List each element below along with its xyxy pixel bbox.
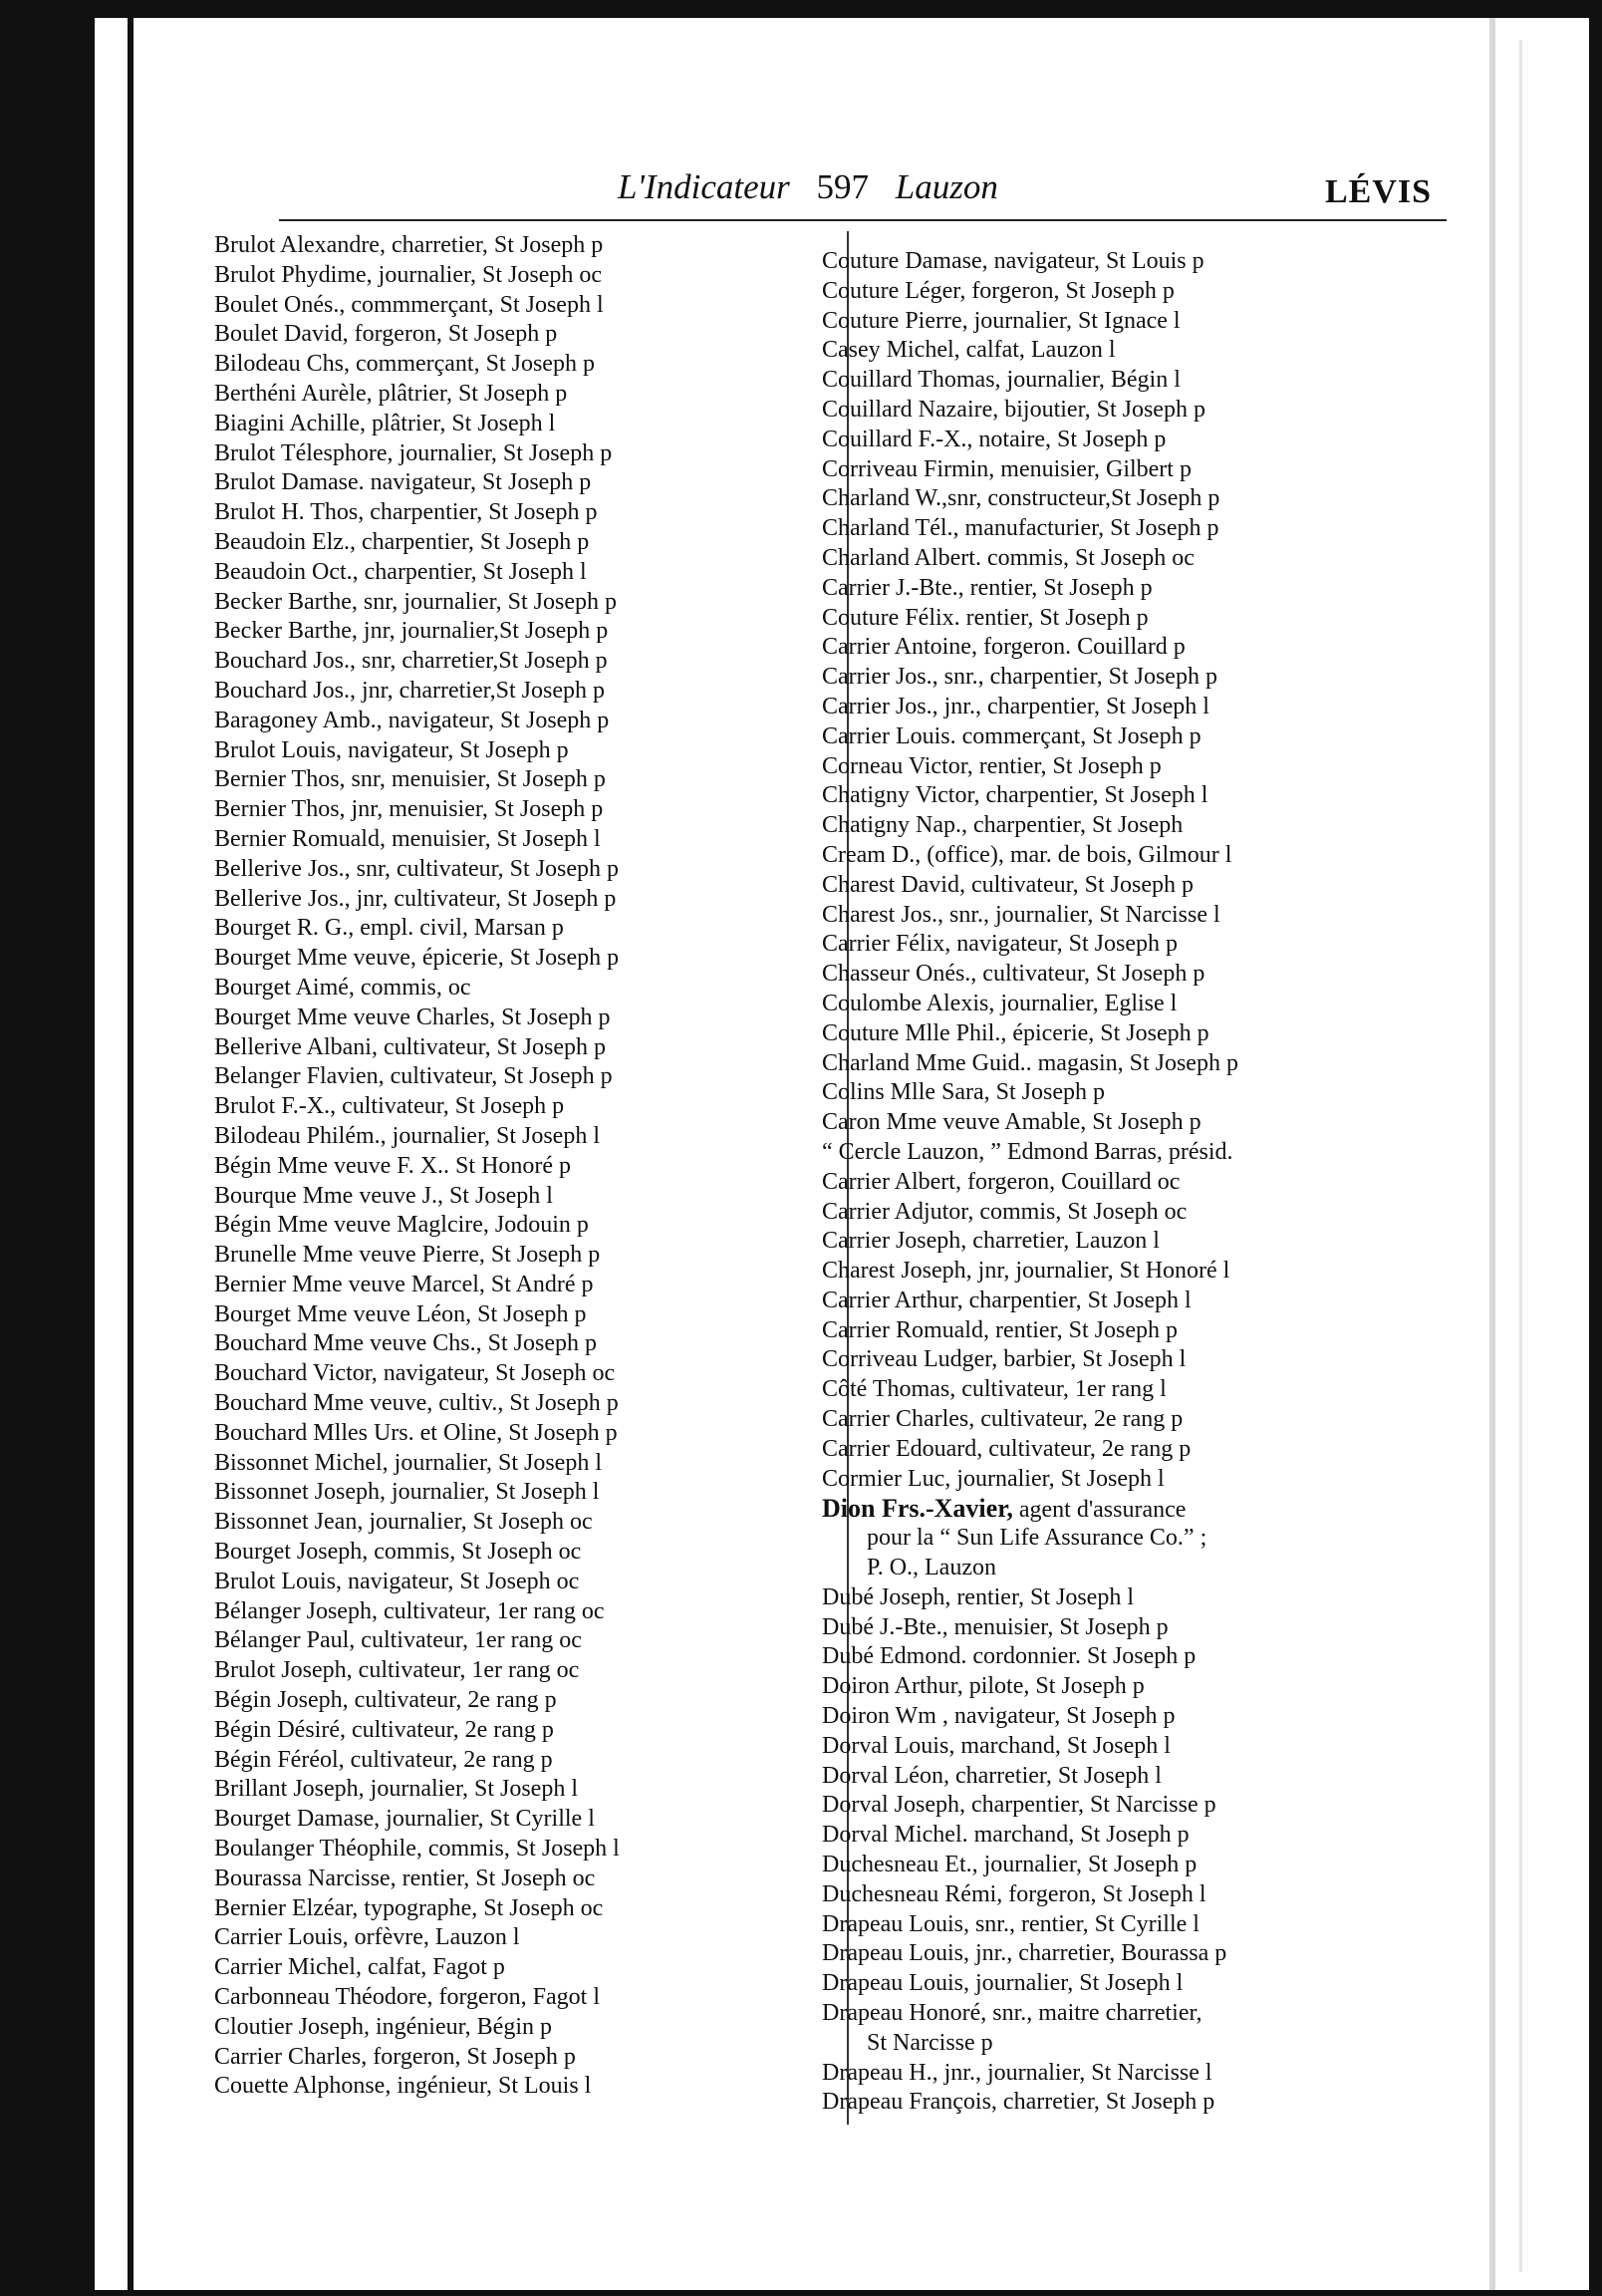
directory-entry	[822, 247, 1420, 277]
directory-entry	[822, 396, 1420, 426]
entry-text: Couture Mlle Phil., épicerie, St Joseph p	[822, 1019, 1209, 1046]
directory-entry	[214, 1775, 842, 1805]
directory-entry	[214, 974, 842, 1004]
directory-entry	[214, 2013, 842, 2043]
directory-entry	[214, 1805, 842, 1835]
entry-text: Chatigny Nap., charpentier, St Joseph	[822, 812, 1184, 839]
directory-entry	[822, 811, 1420, 841]
directory-entry	[214, 1983, 842, 2013]
directory-entry	[822, 1939, 1420, 1969]
entry-text: Bilodeau Chs, commerçant, St Joseph p	[214, 351, 595, 378]
directory-entry	[214, 1271, 842, 1300]
entry-text: Dorval Michel. marchand, St Joseph p	[822, 1822, 1190, 1849]
entry-text: Couture Pierre, journalier, St Ignace l	[822, 307, 1181, 334]
page-edge	[1489, 18, 1495, 2290]
directory-entry	[822, 871, 1420, 901]
entry-text: Dubé Edmond. cordonnier. St Joseph p	[822, 1643, 1197, 1670]
directory-entry	[214, 410, 842, 439]
entry-text: Dorval Joseph, charpentier, St Narcisse p	[822, 1792, 1216, 1819]
directory-entry	[214, 677, 842, 707]
entry-text: Bissonnet Michel, journalier, St Joseph l	[214, 1449, 603, 1476]
entry-text: Brulot Damase. navigateur, St Joseph p	[214, 469, 592, 496]
entry-text: Corriveau Firmin, menuisier, Gilbert p	[822, 455, 1192, 482]
directory-entry	[822, 1910, 1420, 1940]
directory-entry	[214, 439, 842, 469]
entry-text: Charland W.,snr, constructeur,St Joseph p	[822, 485, 1220, 512]
directory-entry	[214, 1033, 842, 1063]
directory-entry	[822, 1494, 1420, 1524]
entry-text: Bégin Mme veuve Maglcire, Jodouin p	[214, 1212, 589, 1239]
directory-entry	[822, 1257, 1420, 1287]
entry-text: Cloutier Joseph, ingénieur, Bégin p	[214, 2013, 552, 2040]
entry-text: P. O., Lauzon	[867, 1555, 996, 1581]
directory-entry	[214, 765, 842, 795]
entry-text: Couture Félix. rentier, St Joseph p	[822, 604, 1149, 631]
directory-entry	[214, 736, 842, 766]
directory-entry	[822, 1583, 1420, 1613]
directory-entry	[822, 901, 1420, 931]
entry-text: Baragoney Amb., navigateur, St Joseph p	[214, 707, 610, 733]
directory-entry	[822, 1375, 1420, 1405]
entry-text: Bernier Thos, snr, menuisier, St Joseph p	[214, 766, 606, 793]
directory-entry	[822, 693, 1420, 722]
entry-text: Duchesneau Rémi, forgeron, St Joseph l	[822, 1880, 1206, 1907]
entry-text: Bourget Mme veuve Charles, St Joseph p	[214, 1004, 611, 1030]
entry-text: Carrier Arthur, charpentier, St Joseph l	[822, 1287, 1192, 1313]
directory-entry	[822, 990, 1420, 1019]
entry-text: Boulet Onés., commmerçant, St Joseph l	[214, 291, 604, 318]
directory-entry	[214, 320, 842, 350]
directory-entry	[214, 1004, 842, 1033]
directory-entry	[214, 1211, 842, 1241]
directory-entry	[214, 1746, 842, 1776]
entry-text: Carrier Joseph, charretier, Lauzon l	[822, 1228, 1160, 1255]
directory-entry	[214, 2043, 842, 2073]
entry-text: Cormier Luc, journalier, St Joseph l	[822, 1465, 1165, 1492]
entry-text: Couture Léger, forgeron, St Joseph p	[822, 277, 1175, 304]
entry-text: Bissonnet Jean, journalier, St Joseph oc	[214, 1509, 593, 1536]
entry-text: Carrier Romuald, rentier, St Joseph p	[822, 1316, 1178, 1343]
directory-entry	[822, 841, 1420, 871]
directory-column-right	[822, 247, 1420, 2118]
entry-text: Charland Albert. commis, St Joseph oc	[822, 544, 1195, 571]
directory-entry	[214, 885, 842, 915]
entry-text: Bouchard Mme veuve, cultiv., St Joseph p	[214, 1390, 619, 1417]
entry-text: Carrier Félix, navigateur, St Joseph p	[822, 931, 1178, 958]
directory-entry	[822, 277, 1420, 307]
directory-entry	[822, 1227, 1420, 1257]
directory-entry	[214, 1092, 842, 1122]
entry-text: St Narcisse p	[867, 2029, 993, 2056]
directory-entry	[822, 1791, 1420, 1821]
directory-entry	[214, 1062, 842, 1092]
directory-entry	[822, 426, 1420, 455]
directory-entry	[214, 1597, 842, 1627]
entry-text: Couillard Thomas, journalier, Bégin l	[822, 367, 1181, 394]
entry-text: Brunelle Mme veuve Pierre, St Joseph p	[214, 1242, 601, 1269]
directory-entry	[214, 1241, 842, 1271]
directory-entry	[214, 795, 842, 825]
entry-text: Bourget Aimé, commis, oc	[214, 974, 471, 1001]
directory-entry	[214, 1182, 842, 1212]
entry-text: Brulot F.-X., cultivateur, St Joseph p	[214, 1093, 565, 1120]
entry-text: Doiron Arthur, pilote, St Joseph p	[822, 1673, 1145, 1700]
running-head	[618, 167, 998, 207]
entry-text: “ Cercle Lauzon, ” Edmond Barras, présid.	[822, 1138, 1233, 1165]
entry-text: Charest David, cultivateur, St Joseph p	[822, 871, 1194, 898]
directory-entry	[822, 1999, 1420, 2029]
directory-entry	[822, 2059, 1420, 2089]
entry-text: Carrier Charles, forgeron, St Joseph p	[214, 2043, 576, 2070]
directory-entry	[822, 1762, 1420, 1792]
entry-text: Bernier Romuald, menuisier, St Joseph l	[214, 825, 601, 852]
entry-text: Carrier Jos., jnr., charpentier, St Joseph l	[822, 693, 1209, 719]
directory-entry	[822, 1435, 1420, 1465]
entry-text: Bourget Mme veuve Léon, St Joseph p	[214, 1300, 587, 1327]
directory-entry	[214, 1656, 842, 1686]
running-title-right: Lauzon	[895, 167, 998, 206]
directory-entry	[822, 604, 1420, 634]
directory-entry	[214, 647, 842, 677]
directory-entry	[822, 1969, 1420, 1999]
entry-text: Charest Joseph, jnr, journalier, St Honoré l	[822, 1258, 1230, 1285]
directory-entry	[822, 1138, 1420, 1168]
entry-text: Coulombe Alexis, journalier, Eglise l	[822, 990, 1178, 1016]
entry-text: Cream D., (office), mar. de bois, Gilmour l	[822, 841, 1232, 868]
directory-entry	[822, 1732, 1420, 1762]
entry-text: Drapeau Honoré, snr., maitre charretier,	[822, 2000, 1202, 2027]
entry-text: Bouchard Jos., snr, charretier,St Joseph p	[214, 648, 608, 675]
entry-text: Couture Damase, navigateur, St Louis p	[822, 248, 1204, 274]
entry-text: Carrier Louis, orfèvre, Lauzon l	[214, 1924, 520, 1951]
entry-text: Bourassa Narcisse, rentier, St Joseph oc	[214, 1865, 596, 1891]
entry-text: Drapeau Louis, jnr., charretier, Bourassa p	[822, 1940, 1227, 1967]
directory-entry	[214, 468, 842, 498]
entry-text: Beaudoin Oct., charpentier, St Joseph l	[214, 558, 587, 585]
directory-entry	[822, 1019, 1420, 1049]
entry-name-bold: Dion Frs.-Xavier,	[822, 1494, 1013, 1524]
section-heading: LÉVIS	[1325, 173, 1433, 210]
header-rule	[279, 219, 1447, 221]
directory-entry	[822, 960, 1420, 990]
directory-entry	[214, 1419, 842, 1449]
entry-text: Brulot Alexandre, charretier, St Joseph p	[214, 232, 604, 258]
directory-entry	[822, 307, 1420, 337]
directory-entry	[214, 2072, 842, 2102]
entry-text: Beaudoin Elz., charpentier, St Joseph p	[214, 528, 590, 555]
entry-text: Drapeau Louis, journalier, St Joseph l	[822, 1970, 1184, 1997]
entry-text: Corriveau Ludger, barbier, St Joseph l	[822, 1346, 1187, 1373]
directory-entry	[822, 544, 1420, 574]
directory-entry	[822, 455, 1420, 485]
entry-text: Carrier Adjutor, commis, St Joseph oc	[822, 1198, 1188, 1225]
entry-text: Drapeau H., jnr., journalier, St Narcisse l	[822, 2059, 1212, 2086]
entry-text: Bellerive Jos., jnr, cultivateur, St Joseph p	[214, 885, 617, 912]
directory-entry	[214, 914, 842, 944]
directory-entry	[214, 588, 842, 618]
directory-entry	[214, 528, 842, 558]
entry-text: Bégin Mme veuve F. X.. St Honoré p	[214, 1152, 572, 1179]
directory-entry	[822, 1554, 1420, 1583]
directory-entry	[822, 1316, 1420, 1346]
entry-text: Côté Thomas, cultivateur, 1er rang l	[822, 1376, 1167, 1403]
directory-entry	[214, 855, 842, 885]
directory-entry	[822, 1078, 1420, 1108]
entry-text: Bouchard Mme veuve Chs., St Joseph p	[214, 1330, 597, 1357]
directory-entry	[214, 261, 842, 291]
entry-text: Bourget Joseph, commis, St Joseph oc	[214, 1539, 582, 1566]
entry-text: Drapeau François, charretier, St Joseph p	[822, 2089, 1215, 2116]
entry-text: Bissonnet Joseph, journalier, St Joseph l	[214, 1479, 600, 1506]
entry-text: Duchesneau Et., journalier, St Joseph p	[822, 1852, 1198, 1878]
directory-entry	[214, 1686, 842, 1716]
directory-entry	[214, 1538, 842, 1568]
entry-text: Bernier Mme veuve Marcel, St André p	[214, 1271, 594, 1297]
entry-text: Boulanger Théophile, commis, St Joseph l	[214, 1836, 620, 1863]
entry-text: Bouchard Victor, navigateur, St Joseph oc	[214, 1360, 616, 1387]
entry-text: Brulot Télesphore, journalier, St Joseph p	[214, 439, 613, 466]
directory-entry	[822, 1168, 1420, 1198]
directory-entry	[822, 1851, 1420, 1880]
entry-text: Couillard Nazaire, bijoutier, St Joseph p	[822, 396, 1205, 423]
directory-entry	[214, 350, 842, 380]
entry-text: Berthéni Aurèle, plâtrier, St Joseph p	[214, 380, 568, 407]
directory-entry	[822, 930, 1420, 960]
entry-text: Brillant Joseph, journalier, St Joseph l	[214, 1776, 579, 1803]
entry-text: Bégin Joseph, cultivateur, 2e rang p	[214, 1687, 557, 1714]
directory-entry	[822, 722, 1420, 752]
directory-entry	[822, 781, 1420, 811]
entry-text: Belanger Flavien, cultivateur, St Joseph p	[214, 1063, 613, 1090]
directory-column-left	[214, 231, 842, 2102]
page-edge-inner	[1519, 40, 1522, 2272]
directory-entry	[822, 1198, 1420, 1228]
directory-entry	[214, 617, 842, 647]
entry-text: Bernier Thos, jnr, menuisier, St Joseph p	[214, 796, 604, 823]
directory-entry	[822, 1702, 1420, 1732]
entry-text: Bourget Mme veuve, épicerie, St Joseph p	[214, 945, 620, 972]
entry-text: Brulot Joseph, cultivateur, 1er rang oc	[214, 1657, 580, 1684]
directory-entry	[214, 1122, 842, 1152]
entry-text: Bourget R. G., empl. civil, Marsan p	[214, 915, 564, 942]
directory-entry	[822, 1613, 1420, 1643]
directory-entry	[822, 2088, 1420, 2118]
directory-entry	[822, 663, 1420, 693]
directory-entry	[214, 558, 842, 588]
entry-text: Bouchard Mlles Urs. et Oline, St Joseph p	[214, 1419, 618, 1446]
directory-entry	[822, 1465, 1420, 1495]
directory-entry	[214, 1626, 842, 1656]
entry-text: Dorval Léon, charretier, St Joseph l	[822, 1762, 1162, 1789]
entry-text: Becker Barthe, jnr, journalier,St Joseph p	[214, 618, 609, 645]
directory-entry	[822, 484, 1420, 514]
directory-entry	[822, 1049, 1420, 1079]
directory-entry	[214, 1359, 842, 1389]
entry-text: Charest Jos., snr., journalier, St Narcisse l	[822, 901, 1220, 928]
directory-entry	[214, 498, 842, 528]
entry-text: Bégin Féréol, cultivateur, 2e rang p	[214, 1746, 553, 1773]
entry-text: Biagini Achille, plâtrier, St Joseph l	[214, 410, 556, 436]
entry-text: Caron Mme veuve Amable, St Joseph p	[822, 1109, 1202, 1136]
directory-entry	[822, 514, 1420, 544]
entry-text: Bélanger Joseph, cultivateur, 1er rang oc	[214, 1597, 605, 1624]
directory-entry	[822, 633, 1420, 663]
entry-text: Drapeau Louis, snr., rentier, St Cyrille l	[822, 1910, 1200, 1937]
entry-text: Bellerive Jos., snr, cultivateur, St Joseph p	[214, 855, 620, 882]
directory-entry	[214, 1894, 842, 1924]
directory-entry	[214, 1923, 842, 1953]
entry-text: Carrier J.-Bte., rentier, St Joseph p	[822, 574, 1153, 601]
directory-entry	[822, 1672, 1420, 1702]
entry-text: Becker Barthe, snr, journalier, St Joseph p	[214, 588, 617, 615]
entry-text: Bouchard Jos., jnr, charretier,St Joseph p	[214, 677, 605, 704]
entry-text: Bélanger Paul, cultivateur, 1er rang oc	[214, 1627, 582, 1654]
directory-entry	[214, 1389, 842, 1419]
entry-text: Brulot Louis, navigateur, St Joseph oc	[214, 1568, 580, 1594]
entry-text: Bourque Mme veuve J., St Joseph l	[214, 1182, 553, 1209]
directory-entry	[214, 231, 842, 261]
entry-text: Doiron Wm , navigateur, St Joseph p	[822, 1703, 1176, 1730]
directory-entry	[822, 1642, 1420, 1672]
entry-text: Carrier Albert, forgeron, Couillard oc	[822, 1168, 1181, 1195]
directory-entry	[822, 1880, 1420, 1910]
directory-entry	[214, 1568, 842, 1597]
entry-text: pour la “ Sun Life Assurance Co.” ;	[867, 1525, 1207, 1552]
page-number: 597	[816, 167, 869, 206]
entry-text: Chasseur Onés., cultivateur, St Joseph p	[822, 961, 1205, 988]
directory-entry	[214, 380, 842, 410]
entry-text: Bernier Elzéar, typographe, St Joseph oc	[214, 1894, 604, 1921]
entry-text: Colins Mlle Sara, St Joseph p	[822, 1079, 1106, 1106]
directory-entry	[214, 1300, 842, 1330]
entry-text: Bourget Damase, journalier, St Cyrille l	[214, 1806, 595, 1833]
entry-text: Carrier Edouard, cultivateur, 2e rang p	[822, 1435, 1192, 1462]
directory-entry	[214, 1716, 842, 1746]
directory-entry	[214, 944, 842, 974]
entry-text: Dorval Louis, marchand, St Joseph l	[822, 1732, 1171, 1759]
entry-text: Casey Michel, calfat, Lauzon l	[822, 337, 1116, 364]
entry-text: Brulot Phydime, journalier, St Joseph oc	[214, 261, 603, 288]
directory-entry	[214, 291, 842, 321]
directory-entry	[214, 825, 842, 855]
directory-entry	[214, 1478, 842, 1508]
entry-text: Carrier Michel, calfat, Fagot p	[214, 1954, 505, 1981]
directory-entry	[822, 1524, 1420, 1554]
directory-entry	[214, 1449, 842, 1479]
directory-entry	[822, 1821, 1420, 1851]
entry-text: Carrier Antoine, forgeron. Couillard p	[822, 634, 1186, 661]
entry-text: Chatigny Victor, charpentier, St Joseph l	[822, 782, 1208, 809]
directory-entry	[822, 752, 1420, 782]
entry-text: Bilodeau Philém., journalier, St Joseph l	[214, 1122, 600, 1149]
directory-entry	[214, 1865, 842, 1894]
directory-entry	[822, 1287, 1420, 1316]
entry-text: Dubé Joseph, rentier, St Joseph l	[822, 1583, 1134, 1610]
directory-entry	[822, 336, 1420, 366]
entry-text: Brulot H. Thos, charpentier, St Joseph p	[214, 499, 598, 526]
entry-text: Brulot Louis, navigateur, St Joseph p	[214, 736, 569, 763]
directory-entry	[214, 707, 842, 736]
directory-entry	[822, 574, 1420, 604]
entry-text: Carrier Louis. commerçant, St Joseph p	[822, 722, 1202, 749]
entry-text: Couette Alphonse, ingénieur, St Louis l	[214, 2073, 592, 2100]
entry-text: Charland Mme Guid.. magasin, St Joseph p	[822, 1049, 1238, 1076]
entry-text: Carbonneau Théodore, forgeron, Fagot l	[214, 1984, 601, 2011]
directory-entry	[822, 1108, 1420, 1138]
entry-text: Bégin Désiré, cultivateur, 2e rang p	[214, 1716, 554, 1743]
entry-text: Bellerive Albani, cultivateur, St Joseph p	[214, 1033, 606, 1060]
directory-entry	[214, 1152, 842, 1182]
entry-text: agent d'assurance	[1012, 1497, 1187, 1524]
directory-entry	[822, 366, 1420, 396]
entry-text: Couillard F.-X., notaire, St Joseph p	[822, 426, 1167, 452]
directory-entry	[214, 1953, 842, 1983]
entry-text: Corneau Victor, rentier, St Joseph p	[822, 752, 1162, 779]
entry-text: Dubé J.-Bte., menuisier, St Joseph p	[822, 1613, 1169, 1640]
directory-entry	[822, 1405, 1420, 1435]
entry-text: Boulet David, forgeron, St Joseph p	[214, 321, 558, 348]
entry-text: Carrier Jos., snr., charpentier, St Joseph p	[822, 664, 1217, 691]
directory-entry	[214, 1835, 842, 1865]
directory-entry	[822, 2029, 1420, 2059]
entry-text: Carrier Charles, cultivateur, 2e rang p	[822, 1406, 1184, 1433]
entry-text: Charland Tél., manufacturier, St Joseph p	[822, 515, 1219, 542]
running-title-left: L'Indicateur	[618, 167, 790, 206]
directory-entry	[214, 1329, 842, 1359]
book-spine	[128, 0, 134, 2296]
directory-entry	[822, 1345, 1420, 1375]
directory-entry	[214, 1508, 842, 1538]
